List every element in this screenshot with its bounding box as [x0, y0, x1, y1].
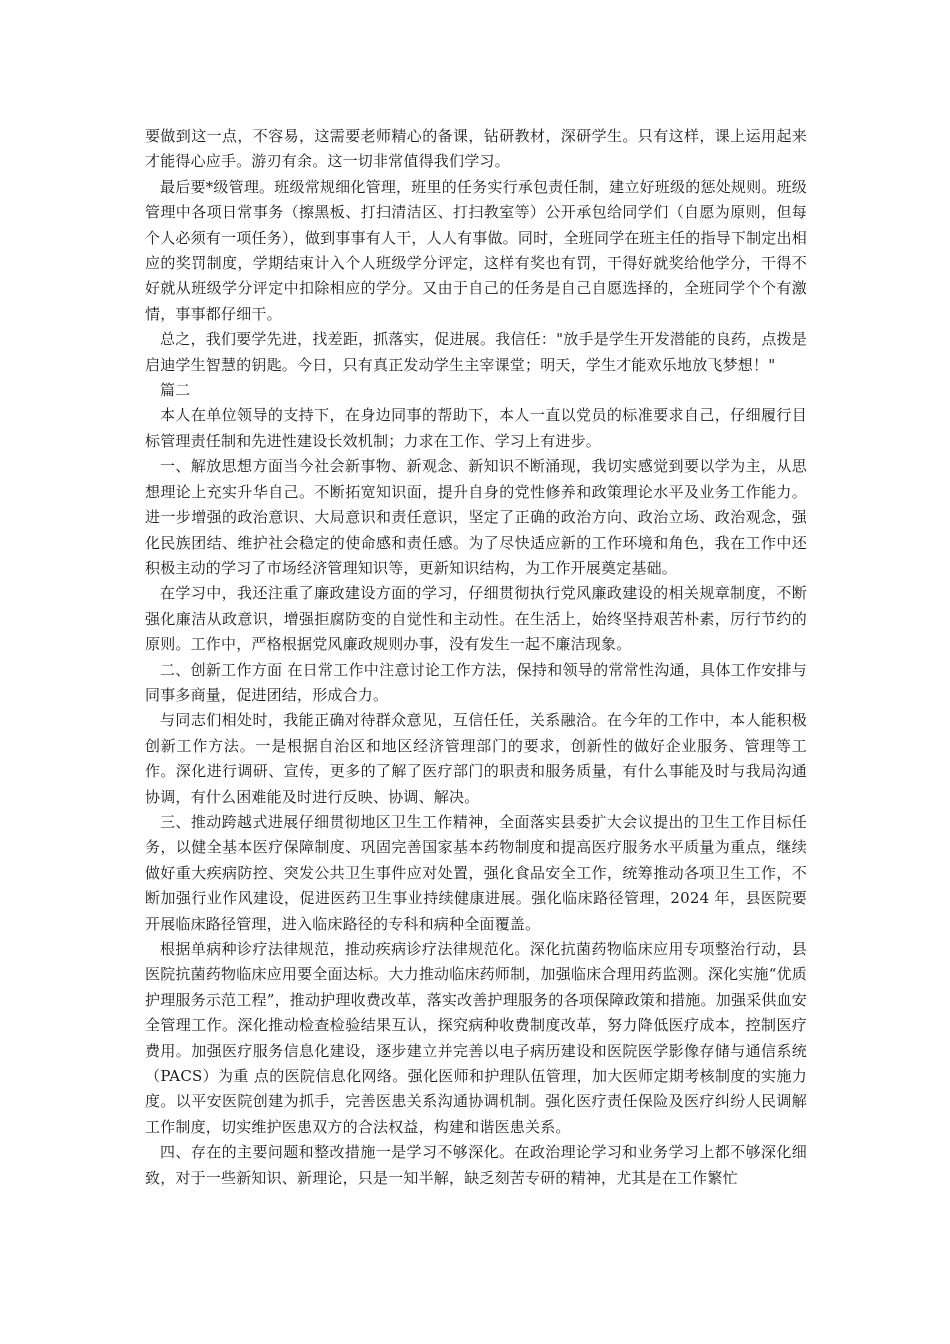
- paragraph: 在学习中，我还注重了廉政建设方面的学习，仔细贯彻执行党风廉政建设的相关规章制度，不断强化廉洁从政意识，增强拒腐防变的自觉性和主动性。在生活上，始终坚持艰苦朴素，厉行节约的原则。工作中，严格根据党风廉政规则办事，没有发生一起不廉洁现象。: [145, 584, 807, 654]
- paragraph: 四、存在的主要问题和整改措施一是学习不够深化。在政治理论学习和业务学习上都不够深化细致，对于一些新知识、新理论，只是一知半解，缺乏刻苦专研的精神，尤其是在工作繁忙: [145, 1143, 807, 1187]
- paragraph: 与同志们相处时，我能正确对待群众意见，互信任任，关系融洽。在今年的工作中，本人能积极创新工作方法。一是根据自治区和地区经济管理部门的要求，创新性的做好企业服务、管理等工作。深化进行调研、宣传，更多的了解了医疗部门的职责和服务质量，有什么事能及时与我局沟通协调，有什么困难能及时进行反映、协调、解决。: [145, 711, 807, 806]
- paragraph: 本人在单位领导的支持下，在身边同事的帮助下，本人一直以党员的标准要求自己，仔细履行目标管理责任制和先进性建设长效机制；力求在工作、学习上有进步。: [145, 406, 807, 450]
- paragraph: 总之，我们要学先进，找差距，抓落实，促进展。我信任："放手是学生开发潜能的良药，点拨是启迪学生智慧的钥匙。今日，只有真正发动学生主宰课堂；明天，学生才能欢乐地放飞梦想！": [145, 330, 807, 374]
- paragraph: 最后要*级管理。班级常规细化管理，班里的任务实行承包责任制，建立好班级的惩处规则。班级管理中各项日常事务（擦黑板、打扫清洁区、打扫教室等）公开承包给同学们（自愿为原则，但每个人必须有一项任务），做到事事有人干，人人有事做。同时，全班同学在班主任的指导下制定出相应的奖罚制度，学期结束计入个人班级学分评定，这样有奖也有罚，干得好就奖给他学分，干得不好就从班级学分评定中扣除相应的学分。又由于自己的任务是自己自愿选择的，全班同学个个有激情，事事都仔细干。: [145, 177, 807, 323]
- paragraph: 根据单病种诊疗法律规范，推动疾病诊疗法律规范化。深化抗菌药物临床应用专项整治行动，县医院抗菌药物临床应用要全面达标。大力推动临床药师制，加强临床合理用药监测。深化实施“优质护理服务示范工程”，推动护理收费改革，落实改善护理服务的各项保障政策和措施。加强采供血安全管理工作。深化推动检查检验结果互认，探究病种收费制度改革，努力降低医疗成本，控制医疗费用。加强医疗服务信息化建设，逐步建立并完善以电子病历建设和医院医学影像存储与通信系统（PACS）为重 点的医院信息化网络。强化医师和护理队伍管理，加大医师定期考核制度的实施力度。以平安医院创建为抓手，完善医患关系沟通协调机制。强化医疗责任保险及医疗纠纷人民调解工作制度，切实维护医患双方的合法权益，构建和谐医患关系。: [145, 940, 807, 1136]
- section-heading: 篇二: [160, 381, 191, 400]
- paragraph: 要做到这一点，不容易，这需要老师精心的备课，钻研教材，深研学生。只有这样，课上运用起来才能得心应手。游刃有余。这一切非常值得我们学习。: [145, 127, 807, 171]
- paragraph: 二、创新工作方面 在日常工作中注意讨论工作方法，保持和领导的常常性沟通，具体工作安排与同事多商量，促进团结，形成合力。: [145, 660, 807, 704]
- paragraph: 三、推动跨越式进展仔细贯彻地区卫生工作精神，全面落实县委扩大会议提出的卫生工作目标任务，以健全基本医疗保障制度、巩固完善国家基本药物制度和提高医疗服务水平质量为重点，继续做好重大疾病防控、突发公共卫生事件应对处置，强化食品安全工作，统筹推动各项卫生工作，不断加强行业作风建设，促进医药卫生事业持续健康进展。强化临床路径管理，2024 年，县医院要开展临床路径管理，进入临床路径的专科和病种全面覆盖。: [145, 812, 807, 933]
- document-body: [145, 124, 807, 1191]
- paragraph: 一、解放思想方面当今社会新事物、新观念、新知识不断涌现，我切实感觉到要以学为主，从思想理论上充实升华自己。不断拓宽知识面，提升自身的党性修养和政策理论水平及业务工作能力。进一步增强的政治意识、大局意识和责任意识，坚定了正确的政治方向、政治立场、政治观念，强化民族团结、维护社会稳定的使命感和责任感。为了尽快适应新的工作环境和角色，我在工作中还积极主动的学习了市场经济管理知识等，更新知识结构，为工作开展奠定基础。: [145, 457, 807, 577]
